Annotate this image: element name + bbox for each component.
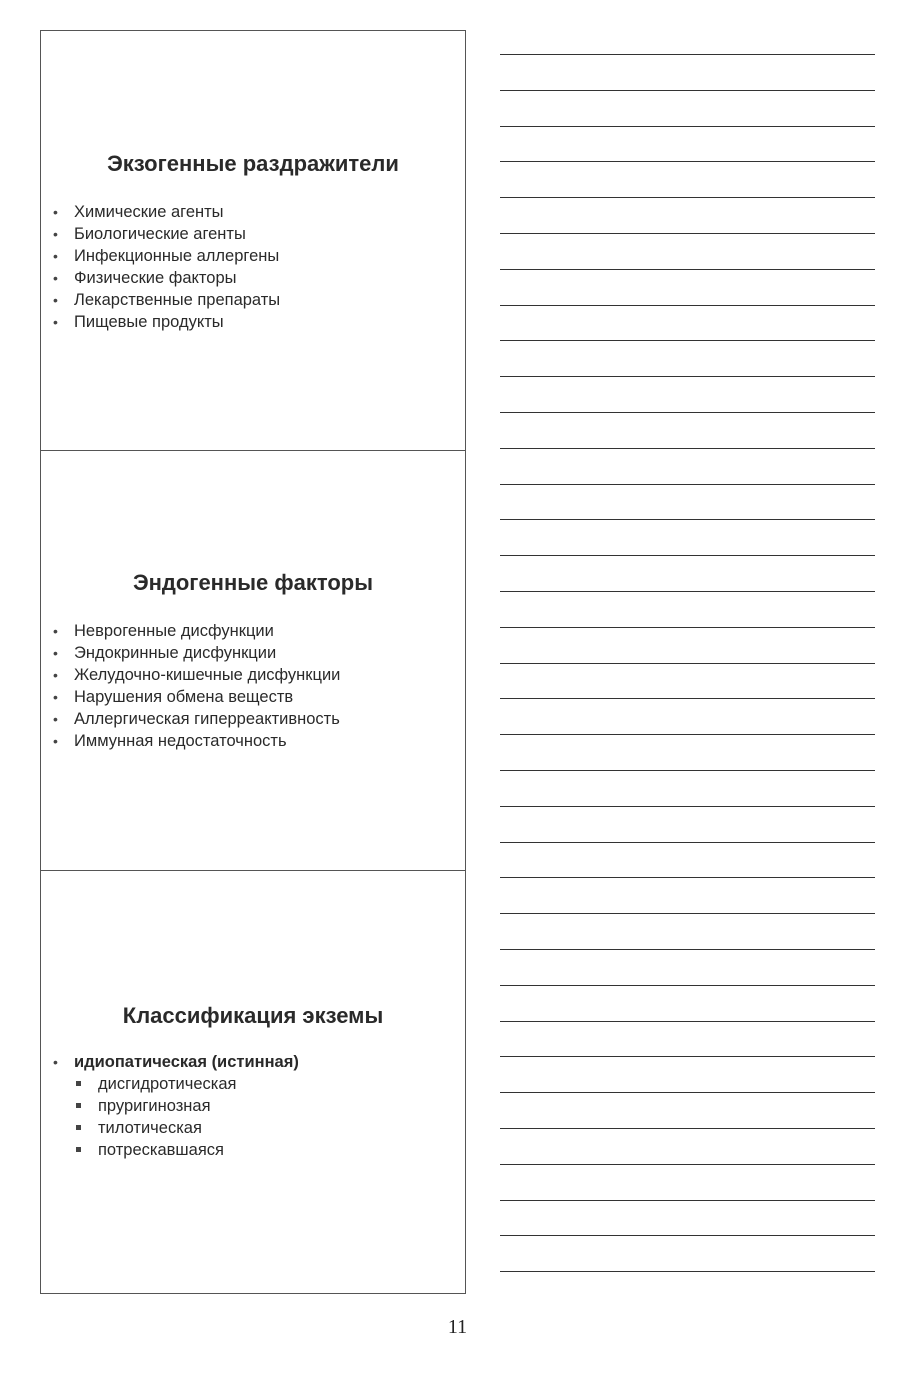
note-line xyxy=(500,197,875,198)
slides-column xyxy=(40,30,466,1294)
note-line xyxy=(500,1200,875,1201)
note-line xyxy=(500,1056,875,1057)
note-line xyxy=(500,770,875,771)
note-line xyxy=(500,842,875,843)
sub-list-item: потрескавшаяся xyxy=(74,1139,299,1161)
note-line xyxy=(500,1092,875,1093)
note-line xyxy=(500,555,875,556)
slide-exogenous-irritants xyxy=(41,31,465,451)
main-item: идиопатическая (истинная) xyxy=(74,1053,299,1071)
bullet-list xyxy=(53,1051,299,1161)
slide-eczema-classification xyxy=(41,871,465,1293)
bullet-icon: • xyxy=(53,623,58,639)
note-line xyxy=(500,484,875,485)
notes-lines-area xyxy=(500,0,875,1300)
bullet-icon: • xyxy=(53,667,58,683)
square-bullet-icon xyxy=(76,1147,81,1152)
sub-list-item: тилотическая xyxy=(74,1117,299,1139)
note-line xyxy=(500,412,875,413)
note-line xyxy=(500,1128,875,1129)
bullet-icon: • xyxy=(53,226,58,242)
square-bullet-icon xyxy=(76,1103,81,1108)
note-line xyxy=(500,126,875,127)
bullet-icon: • xyxy=(53,248,58,264)
list-item: • Физические факторы xyxy=(53,269,237,287)
note-line xyxy=(500,806,875,807)
note-line xyxy=(500,877,875,878)
bullet-list xyxy=(53,620,340,752)
note-line xyxy=(500,519,875,520)
note-line xyxy=(500,663,875,664)
list-item xyxy=(53,1051,299,1161)
bullet-icon: • xyxy=(53,270,58,286)
list-item: • Биологические агенты xyxy=(53,225,246,243)
bullet-icon: • xyxy=(53,292,58,308)
bullet-icon: • xyxy=(53,733,58,749)
note-line xyxy=(500,269,875,270)
list-item: • Нарушения обмена веществ xyxy=(53,688,294,706)
slide-title: Классификация экземы xyxy=(122,1003,384,1028)
note-line xyxy=(500,949,875,950)
note-line xyxy=(500,448,875,449)
list-item: • Желудочно-кишечные дисфункции xyxy=(53,666,341,684)
bullet-icon: • xyxy=(53,204,58,220)
note-line xyxy=(500,698,875,699)
note-line xyxy=(500,1235,875,1236)
slide-title: Эндогенные факторы xyxy=(132,570,374,595)
bullet-icon: • xyxy=(53,711,58,727)
note-line xyxy=(500,340,875,341)
bullet-icon: • xyxy=(53,314,58,330)
bullet-icon: • xyxy=(53,645,58,661)
note-line xyxy=(500,54,875,55)
list-item: • Инфекционные аллергены xyxy=(53,247,280,265)
note-line xyxy=(500,161,875,162)
list-item: • Лекарственные препараты xyxy=(53,291,281,309)
sub-list-item: пруригинозная xyxy=(74,1095,299,1117)
slide-endogenous-factors xyxy=(41,451,465,871)
page-number: 11 xyxy=(447,1316,468,1338)
note-line xyxy=(500,1164,875,1165)
note-line xyxy=(500,233,875,234)
sub-list xyxy=(74,1073,299,1161)
note-line xyxy=(500,591,875,592)
list-item: • Пищевые продукты xyxy=(53,313,224,331)
slide-title: Экзогенные раздражители xyxy=(107,151,399,176)
note-line xyxy=(500,376,875,377)
note-line xyxy=(500,1021,875,1022)
note-line xyxy=(500,913,875,914)
sub-list-item: дисгидротическая xyxy=(74,1073,299,1095)
note-line xyxy=(500,985,875,986)
square-bullet-icon xyxy=(76,1081,81,1086)
note-line xyxy=(500,734,875,735)
list-item: • Эндокринные дисфункции xyxy=(53,644,277,662)
note-line xyxy=(500,305,875,306)
list-item: • Химические агенты xyxy=(53,203,224,221)
bullet-icon: • xyxy=(53,1054,58,1070)
bullet-icon: • xyxy=(53,689,58,705)
note-line xyxy=(500,90,875,91)
note-line xyxy=(500,627,875,628)
list-item: • Иммунная недостаточность xyxy=(53,732,287,750)
bullet-list xyxy=(53,201,280,333)
note-line xyxy=(500,1271,875,1272)
square-bullet-icon xyxy=(76,1125,81,1130)
list-item: • Аллергическая гиперреактивность xyxy=(53,710,340,728)
list-item: • Неврогенные дисфункции xyxy=(53,622,274,640)
